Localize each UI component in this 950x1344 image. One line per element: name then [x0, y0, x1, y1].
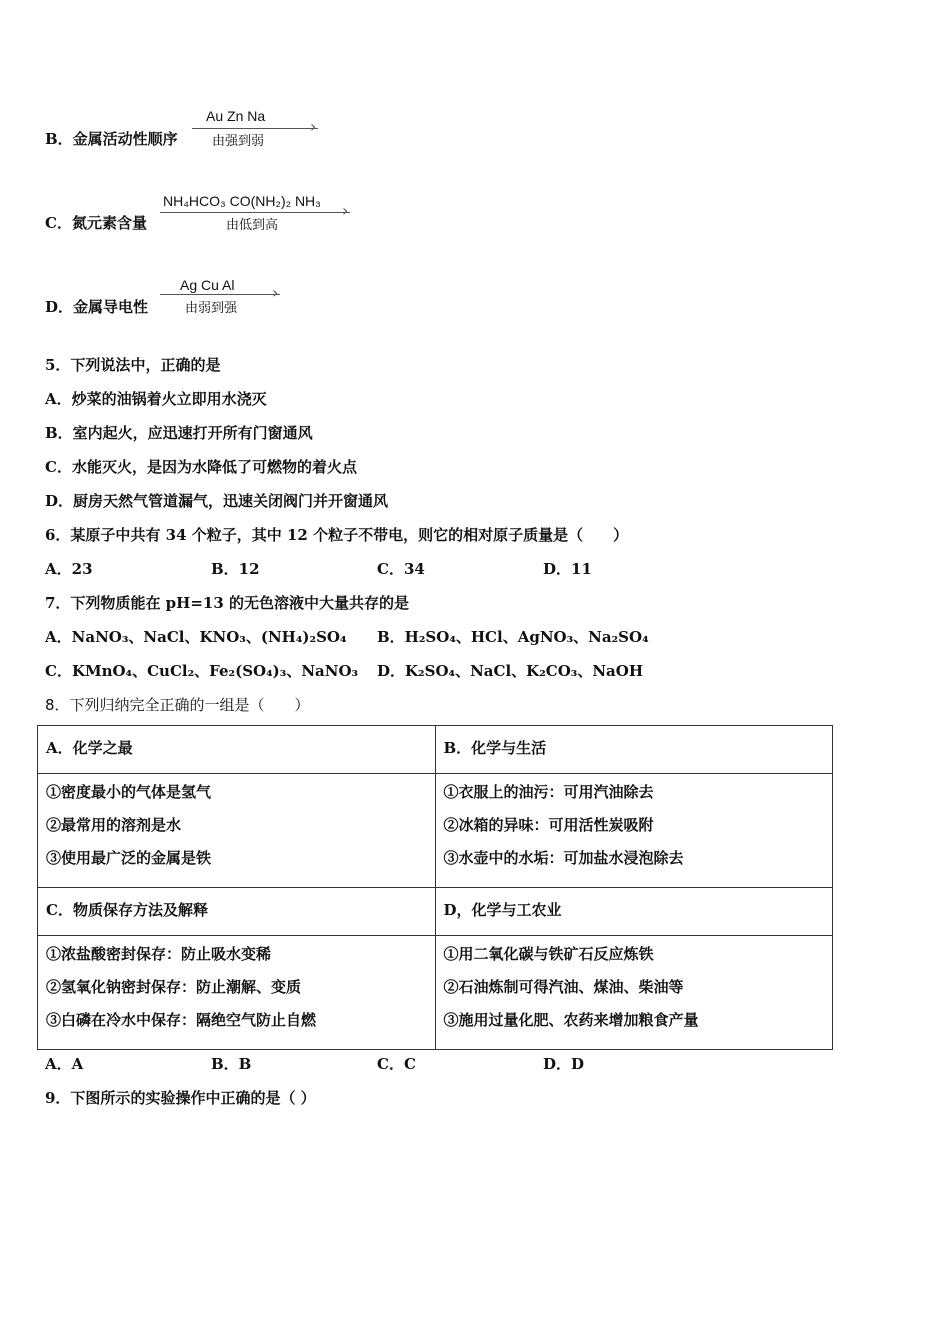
table-cell-b-title: B．化学与生活: [435, 726, 833, 774]
table-cell-b-items: [435, 774, 833, 888]
q4-option-b-label: B．金属活动性顺序: [45, 130, 178, 148]
q9-stem: 9．下图所示的实验操作中正确的是（ ）: [45, 1089, 316, 1107]
q4-option-b-arrow-below: 由强到弱: [212, 134, 265, 149]
q4-option-d-arrow-below: 由弱到强: [185, 301, 238, 316]
q7-stem: 7．下列物质能在 pH=13 的无色溶液中大量共存的是: [45, 594, 409, 612]
table-cell-c-items: [38, 936, 436, 1050]
q4-option-b-arrow: [192, 108, 327, 148]
list-item: ②石油炼制可得汽油、煤油、柴油等: [443, 978, 684, 996]
q4-option-c-label: C．氮元素含量: [45, 214, 147, 232]
table-cell-d-title: D，化学与工农业: [435, 888, 833, 936]
list-item: ②氢氧化钠密封保存：防止潮解、变质: [46, 978, 302, 996]
q4-option-d-label: D．金属导电性: [45, 298, 149, 316]
q8-stem: 8．下列归纳完全正确的一组是（ ）: [45, 696, 310, 714]
q8-option-c[interactable]: C．C: [377, 1055, 416, 1073]
q4-option-b-arrow-above: Au Zn Na: [206, 108, 266, 124]
q8-option-b[interactable]: B．B: [211, 1055, 252, 1073]
q4-option-d-arrow-above: Ag Cu Al: [180, 277, 235, 293]
list-item: ①用二氧化碳与铁矿石反应炼铁: [443, 945, 654, 963]
q4-option-c-arrow-above: NH₄HCO₃ CO(NH₂)₂ NH₃: [163, 193, 321, 209]
arrow-right-icon: ›: [342, 201, 349, 220]
q7-option-b[interactable]: B．H₂SO₄、HCl、AgNO₃、Na₂SO₄: [377, 628, 649, 646]
list-item: ③白磷在冷水中保存：隔绝空气防止自燃: [46, 1011, 317, 1029]
q6-stem: 6．某原子中共有 34 个粒子，其中 12 个粒子不带电，则它的相对原子质量是（ ）: [45, 526, 629, 544]
q8-option-a[interactable]: A．A: [45, 1055, 84, 1073]
q5-option-a[interactable]: A．炒菜的油锅着火立即用水浇灭: [45, 390, 267, 408]
list-item: ③使用最广泛的金属是铁: [46, 849, 212, 867]
q6-option-b[interactable]: B．12: [211, 560, 260, 578]
list-item: ③施用过量化肥、农药来增加粮食产量: [443, 1011, 699, 1029]
q7-option-d[interactable]: D．K₂SO₄、NaCl、K₂CO₃、NaOH: [377, 662, 644, 680]
q7-option-c[interactable]: C．KMnO₄、CuCl₂、Fe₂(SO₄)₃、NaNO₃: [45, 662, 359, 680]
q4-option-c-arrow: [160, 193, 360, 233]
list-item: ①浓盐酸密封保存：防止吸水变稀: [46, 945, 272, 963]
q5-stem: 5．下列说法中，正确的是: [45, 356, 221, 374]
q6-option-d[interactable]: D．11: [543, 560, 592, 578]
table-cell-a-items: [38, 774, 436, 888]
q5-option-b[interactable]: B．室内起火，应迅速打开所有门窗通风: [45, 424, 313, 442]
q6-option-a[interactable]: A．23: [45, 560, 93, 578]
table-cell-a-title: A．化学之最: [38, 726, 436, 774]
arrow-right-icon: ›: [310, 117, 317, 136]
q5-option-c[interactable]: C．水能灭火，是因为水降低了可燃物的着火点: [45, 458, 357, 476]
list-item: ②冰箱的异味：可用活性炭吸附: [443, 816, 654, 834]
list-item: ②最常用的溶剂是水: [46, 816, 182, 834]
q6-option-c[interactable]: C．34: [377, 560, 425, 578]
q4-option-d-arrow: [160, 277, 290, 317]
q8-option-d[interactable]: D．D: [543, 1055, 585, 1073]
list-item: ①密度最小的气体是氢气: [46, 783, 212, 801]
q4-option-c-arrow-below: 由低到高: [226, 218, 279, 233]
table-cell-c-title: C．物质保存方法及解释: [38, 888, 436, 936]
table-cell-d-items: [435, 936, 833, 1050]
q8-summary-table: [37, 725, 833, 1050]
q5-option-d[interactable]: D．厨房天然气管道漏气，迅速关闭阀门并开窗通风: [45, 492, 389, 510]
q7-option-a[interactable]: A．NaNO₃、NaCl、KNO₃、(NH₄)₂SO₄: [45, 628, 347, 646]
list-item: ①衣服上的油污：可用汽油除去: [443, 783, 654, 801]
list-item: ③水壶中的水垢：可加盐水浸泡除去: [443, 849, 684, 867]
arrow-right-icon: ›: [272, 283, 279, 302]
